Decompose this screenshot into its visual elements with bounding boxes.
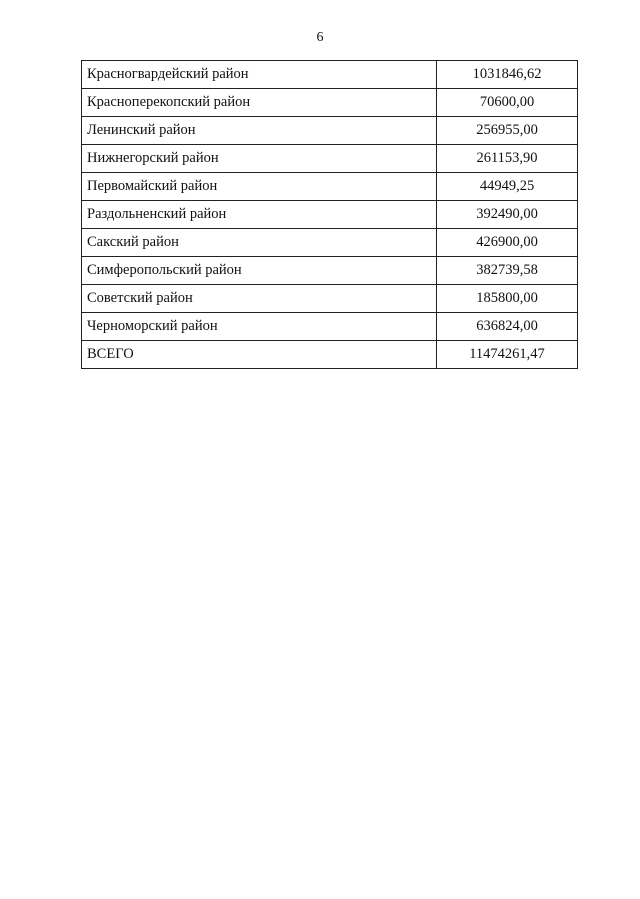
table-row: [82, 117, 578, 145]
table-row: [82, 285, 578, 313]
district-amount: 261153,90: [437, 145, 578, 173]
district-name: Первомайский район: [82, 173, 437, 201]
table-row: [82, 173, 578, 201]
table-row: [82, 201, 578, 229]
district-amount: 70600,00: [437, 89, 578, 117]
district-amount: 636824,00: [437, 313, 578, 341]
total-row: [82, 341, 578, 369]
total-label: ВСЕГО: [82, 341, 437, 369]
district-name: Сакский район: [82, 229, 437, 257]
district-name: Раздольненский район: [82, 201, 437, 229]
table-row: [82, 61, 578, 89]
district-name: Красногвардейский район: [82, 61, 437, 89]
table-row: [82, 145, 578, 173]
district-amount: 44949,25: [437, 173, 578, 201]
district-amount-table: [81, 60, 578, 369]
page-number: 6: [316, 30, 324, 45]
district-amount: 426900,00: [437, 229, 578, 257]
district-name: Ленинский район: [82, 117, 437, 145]
table-row: [82, 257, 578, 285]
table-row: [82, 313, 578, 341]
district-name: Советский район: [82, 285, 437, 313]
district-amount: 382739,58: [437, 257, 578, 285]
district-name: Красноперекопский район: [82, 89, 437, 117]
total-amount: 11474261,47: [437, 341, 578, 369]
district-amount: 256955,00: [437, 117, 578, 145]
district-amount: 185800,00: [437, 285, 578, 313]
table-row: [82, 89, 578, 117]
district-name: Нижнегорский район: [82, 145, 437, 173]
district-name: Черноморский район: [82, 313, 437, 341]
table-row: [82, 229, 578, 257]
district-amount: 392490,00: [437, 201, 578, 229]
district-amount: 1031846,62: [437, 61, 578, 89]
district-name: Симферопольский район: [82, 257, 437, 285]
